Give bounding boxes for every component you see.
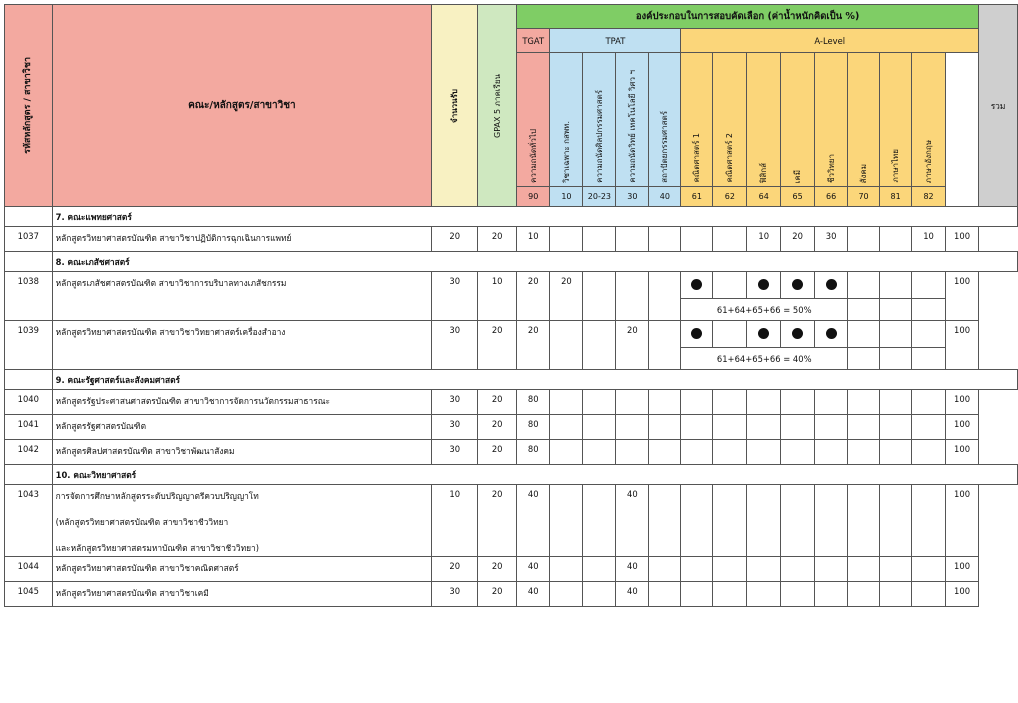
weight-cell: [880, 272, 912, 299]
section-code-cell: [5, 207, 53, 227]
subject-header: ภาษาไทย: [880, 53, 912, 187]
filled-circle-icon: [792, 328, 803, 339]
program-name: [52, 390, 432, 415]
required-subject-cell: [681, 272, 713, 299]
section-code-cell: [5, 370, 53, 390]
program-name-line: หลักสูตรวิทยาศาสตรบัณฑิต สาขาวิชาคณิตศาสตร์: [55, 563, 239, 573]
weight-cell: [912, 321, 946, 348]
section-row: [5, 370, 1018, 390]
filled-circle-icon: [691, 279, 702, 290]
total-header: รวม: [979, 5, 1018, 207]
alevel-formula: 61+64+65+66 = 40%: [681, 348, 848, 370]
seats-value: 30: [432, 390, 478, 415]
program-name-line: หลักสูตรวิทยาศาสตรบัณฑิต สาขาวิชาปฏิบัติการฉุกเฉินการแพทย์: [55, 233, 292, 243]
subject-code: 81: [880, 187, 912, 207]
program-name: [52, 440, 432, 465]
table-body: [5, 207, 1018, 607]
weight-cell: [848, 299, 880, 321]
subject-code: 61: [681, 187, 713, 207]
weight-cell: [848, 390, 880, 415]
subject-header: ความถนัดศิลปกรรมศาสตร์: [583, 53, 616, 187]
weight-cell: [713, 440, 747, 465]
weight-cell: [912, 582, 946, 607]
program-name: [52, 485, 432, 557]
weight-cell: 40: [517, 582, 550, 607]
weight-cell: [880, 582, 912, 607]
subject-header: สังคม: [848, 53, 880, 187]
weight-cell: [815, 557, 848, 582]
weight-cell: [583, 390, 616, 415]
table-row: [5, 415, 1018, 440]
weight-cell: 20: [781, 227, 815, 252]
gpax-header: GPAX 5 ภาคเรียน: [478, 5, 517, 207]
subject-header: วิชาเฉพาะ กสพท.: [550, 53, 583, 187]
gpax-value: 20: [478, 557, 517, 582]
subject-code: 40: [649, 187, 681, 207]
weight-cell: [583, 557, 616, 582]
seats-header: จำนวนรับ: [432, 5, 478, 207]
weight-cell: [550, 415, 583, 440]
weight-cell: [848, 557, 880, 582]
program-code: 1037: [5, 227, 53, 252]
seats-value: 10: [432, 485, 478, 557]
weight-cell: [616, 415, 649, 440]
weight-cell: [616, 440, 649, 465]
total-value: 100: [946, 272, 979, 321]
weight-cell: [681, 415, 713, 440]
program-code: 1045: [5, 582, 53, 607]
weight-cell: [649, 390, 681, 415]
criteria-table: [4, 4, 1018, 607]
weight-cell: [848, 582, 880, 607]
weight-cell: [880, 321, 912, 348]
weight-cell: [912, 415, 946, 440]
weight-cell: [747, 485, 781, 557]
gpax-value: 10: [478, 272, 517, 321]
weight-cell: [880, 299, 912, 321]
required-subject-cell: [815, 272, 848, 299]
weight-cell: 40: [616, 485, 649, 557]
gpax-value: 20: [478, 485, 517, 557]
seats-value: 30: [432, 415, 478, 440]
weight-cell: [649, 440, 681, 465]
program-code: 1043: [5, 485, 53, 557]
weight-cell: 80: [517, 415, 550, 440]
weight-cell: [713, 557, 747, 582]
weight-cell: [649, 227, 681, 252]
seats-value: 20: [432, 227, 478, 252]
weight-cell: 20: [517, 321, 550, 370]
subject-header: คณิตศาสตร์ 1: [681, 53, 713, 187]
subject-header: ความถนัดวิทย์ เทคโนโลยี วิศว ฯ: [616, 53, 649, 187]
subject-code: 64: [747, 187, 781, 207]
gpax-value: 20: [478, 582, 517, 607]
weight-cell: [681, 227, 713, 252]
weight-cell: [912, 440, 946, 465]
weight-cell: [616, 272, 649, 321]
weight-cell: 40: [517, 557, 550, 582]
weight-cell: [550, 485, 583, 557]
weight-cell: [713, 485, 747, 557]
section-title: 8. คณะเภสัชศาสตร์: [52, 252, 1017, 272]
section-title: 10. คณะวิทยาศาสตร์: [52, 465, 1017, 485]
weight-cell: [912, 272, 946, 299]
weight-cell: [681, 440, 713, 465]
weight-cell: [616, 390, 649, 415]
section-code-cell: [5, 465, 53, 485]
weight-cell: [681, 390, 713, 415]
weight-cell: [681, 582, 713, 607]
table-row: [5, 557, 1018, 582]
weight-cell: 40: [517, 485, 550, 557]
weight-cell: [747, 557, 781, 582]
seats-value: 30: [432, 582, 478, 607]
weight-cell: [649, 321, 681, 370]
weight-cell: [713, 582, 747, 607]
subject-code: 30: [616, 187, 649, 207]
weight-cell: [912, 485, 946, 557]
weight-cell: [583, 321, 616, 370]
table-row: [5, 390, 1018, 415]
filled-circle-icon: [758, 279, 769, 290]
subject-code: 10: [550, 187, 583, 207]
weight-cell: 30: [815, 227, 848, 252]
filled-circle-icon: [792, 279, 803, 290]
program-name: [52, 557, 432, 582]
weight-cell: [848, 348, 880, 370]
weight-cell: [649, 557, 681, 582]
weight-cell: [649, 272, 681, 321]
subject-code: 62: [713, 187, 747, 207]
weight-cell: [747, 440, 781, 465]
weight-cell: [649, 485, 681, 557]
program-code: 1041: [5, 415, 53, 440]
gpax-value: 20: [478, 227, 517, 252]
weight-cell: [747, 390, 781, 415]
program-name-line: (หลักสูตรวิทยาศาสตรบัณฑิต สาขาวิชาชีววิทยา: [55, 517, 229, 527]
weight-cell: [815, 582, 848, 607]
weight-cell: [713, 272, 747, 299]
weight-cell: [781, 485, 815, 557]
weight-cell: 80: [517, 390, 550, 415]
total-value: 100: [946, 440, 979, 465]
weight-cell: [880, 440, 912, 465]
weight-cell: [781, 582, 815, 607]
weight-cell: [583, 415, 616, 440]
total-value: 100: [946, 390, 979, 415]
weight-cell: [583, 227, 616, 252]
weight-cell: [550, 582, 583, 607]
alevel-formula: 61+64+65+66 = 50%: [681, 299, 848, 321]
program-name-line: หลักสูตรวิทยาศาสตรบัณฑิต สาขาวิชาเคมี: [55, 588, 209, 598]
weight-cell: [781, 440, 815, 465]
program-name-line: หลักสูตรเภสัชศาสตรบัณฑิต สาขาวิชาการบริบาลทางเภสัชกรรม: [55, 278, 287, 288]
gpax-value: 20: [478, 440, 517, 465]
subject-header: ฟิสิกส์: [747, 53, 781, 187]
weight-cell: [550, 227, 583, 252]
weight-cell: [848, 272, 880, 299]
subject-code: 70: [848, 187, 880, 207]
weight-cell: 20: [616, 321, 649, 370]
required-subject-cell: [815, 321, 848, 348]
subject-code: 65: [781, 187, 815, 207]
table-row: [5, 321, 1018, 348]
weight-cell: [880, 415, 912, 440]
program-name: [52, 415, 432, 440]
subject-header: สถาปัตยกรรมศาสตร์: [649, 53, 681, 187]
program-code: 1044: [5, 557, 53, 582]
subject-code: 90: [517, 187, 550, 207]
weight-cell: 10: [747, 227, 781, 252]
weight-cell: 20: [550, 272, 583, 321]
faculty-header: คณะ/หลักสูตร/สาขาวิชา: [52, 5, 432, 207]
weight-cell: [681, 485, 713, 557]
program-name: [52, 582, 432, 607]
required-subject-cell: [681, 321, 713, 348]
weight-cell: [815, 390, 848, 415]
program-name-line: และหลักสูตรวิทยาศาสตรมหาบัณฑิต สาขาวิชาชีววิทยา): [55, 543, 260, 553]
weight-cell: [781, 390, 815, 415]
gpax-value: 20: [478, 321, 517, 370]
table-row: [5, 485, 1018, 557]
weight-cell: [781, 557, 815, 582]
weight-cell: [848, 321, 880, 348]
program-name-line: หลักสูตรวิทยาศาสตรบัณฑิต สาขาวิชาวิทยาศาสตร์เครื่องสำอาง: [55, 327, 286, 337]
subject-header: ชีววิทยา: [815, 53, 848, 187]
required-subject-cell: [781, 272, 815, 299]
subject-code: 20-23: [583, 187, 616, 207]
section-row: [5, 252, 1018, 272]
required-subject-cell: [781, 321, 815, 348]
program-name: [52, 321, 432, 370]
tgat-group-header: TGAT: [517, 29, 550, 53]
weight-cell: 20: [517, 272, 550, 321]
program-code: 1040: [5, 390, 53, 415]
weight-cell: [848, 440, 880, 465]
program-name-line: หลักสูตรรัฐประศาสนศาสตรบัณฑิต สาขาวิชาการจัดการนวัตกรรมสาธารณะ: [55, 396, 330, 406]
filled-circle-icon: [691, 328, 702, 339]
section-title: 7. คณะแพทยศาสตร์: [52, 207, 1017, 227]
subject-header: คณิตศาสตร์ 2: [713, 53, 747, 187]
weight-cell: 10: [517, 227, 550, 252]
section-row: [5, 207, 1018, 227]
required-subject-cell: [747, 272, 781, 299]
weight-cell: [880, 485, 912, 557]
code-header: รหัสหลักสูตร / สาขาวิชา: [5, 5, 53, 207]
weight-cell: 10: [912, 227, 946, 252]
filled-circle-icon: [758, 328, 769, 339]
weight-cell: 40: [616, 557, 649, 582]
table-row: [5, 582, 1018, 607]
weight-cell: [550, 390, 583, 415]
program-code: 1039: [5, 321, 53, 370]
weight-cell: [880, 557, 912, 582]
subject-header: เคมี: [781, 53, 815, 187]
program-name-line: การจัดการศึกษาหลักสูตรระดับปริญญาตรีควบปริญญาโท: [55, 491, 259, 501]
weight-cell: [583, 582, 616, 607]
section-row: [5, 465, 1018, 485]
subject-code: 82: [912, 187, 946, 207]
weight-cell: [583, 440, 616, 465]
program-name-line: หลักสูตรรัฐศาสตรบัณฑิต: [55, 421, 147, 431]
weight-cell: [649, 582, 681, 607]
total-value: 100: [946, 485, 979, 557]
weight-cell: [583, 272, 616, 321]
total-value: 100: [946, 415, 979, 440]
subject-header: ภาษาอังกฤษ: [912, 53, 946, 187]
weight-cell: [747, 415, 781, 440]
weight-cell: [848, 485, 880, 557]
total-value: 100: [946, 227, 979, 252]
weight-cell: [583, 485, 616, 557]
seats-value: 20: [432, 557, 478, 582]
gpax-value: 20: [478, 415, 517, 440]
weight-cell: [912, 348, 946, 370]
filled-circle-icon: [826, 279, 837, 290]
subject-header: ความถนัดทั่วไป: [517, 53, 550, 187]
weight-cell: [815, 485, 848, 557]
weight-cell: [880, 390, 912, 415]
weight-cell: [880, 348, 912, 370]
weight-cell: [713, 227, 747, 252]
weight-cell: [912, 557, 946, 582]
program-name-line: หลักสูตรศิลปศาสตรบัณฑิต สาขาวิชาพัฒนาสังคม: [55, 446, 235, 456]
weight-cell: [550, 440, 583, 465]
weight-cell: [616, 227, 649, 252]
weight-cell: [781, 415, 815, 440]
weight-cell: [550, 557, 583, 582]
table-row: [5, 272, 1018, 299]
total-value: 100: [946, 582, 979, 607]
seats-value: 30: [432, 321, 478, 370]
seats-value: 30: [432, 440, 478, 465]
table-row: [5, 227, 1018, 252]
filled-circle-icon: [826, 328, 837, 339]
weight-cell: [880, 227, 912, 252]
weight-cell: [713, 390, 747, 415]
program-code: 1042: [5, 440, 53, 465]
required-subject-cell: [747, 321, 781, 348]
weight-cell: [550, 321, 583, 370]
weight-cell: [848, 227, 880, 252]
program-name: [52, 272, 432, 321]
weight-cell: [713, 321, 747, 348]
weight-cell: [848, 415, 880, 440]
gpax-value: 20: [478, 390, 517, 415]
weight-cell: [912, 299, 946, 321]
weight-cell: [815, 440, 848, 465]
section-code-cell: [5, 252, 53, 272]
subject-code: 66: [815, 187, 848, 207]
section-title: 9. คณะรัฐศาสตร์และสังคมศาสตร์: [52, 370, 1017, 390]
total-value: 100: [946, 321, 979, 370]
total-value: 100: [946, 557, 979, 582]
components-header: องค์ประกอบในการสอบคัดเลือก (ค่าน้ำหนักคิดเป็น %): [517, 5, 979, 29]
table-row: [5, 440, 1018, 465]
weight-cell: [912, 390, 946, 415]
weight-cell: [681, 557, 713, 582]
weight-cell: [747, 582, 781, 607]
alevel-group-header: A-Level: [681, 29, 979, 53]
weight-cell: [649, 415, 681, 440]
seats-value: 30: [432, 272, 478, 321]
weight-cell: [713, 415, 747, 440]
program-name: [52, 227, 432, 252]
weight-cell: [815, 415, 848, 440]
weight-cell: 80: [517, 440, 550, 465]
tpat-group-header: TPAT: [550, 29, 681, 53]
program-code: 1038: [5, 272, 53, 321]
weight-cell: 40: [616, 582, 649, 607]
